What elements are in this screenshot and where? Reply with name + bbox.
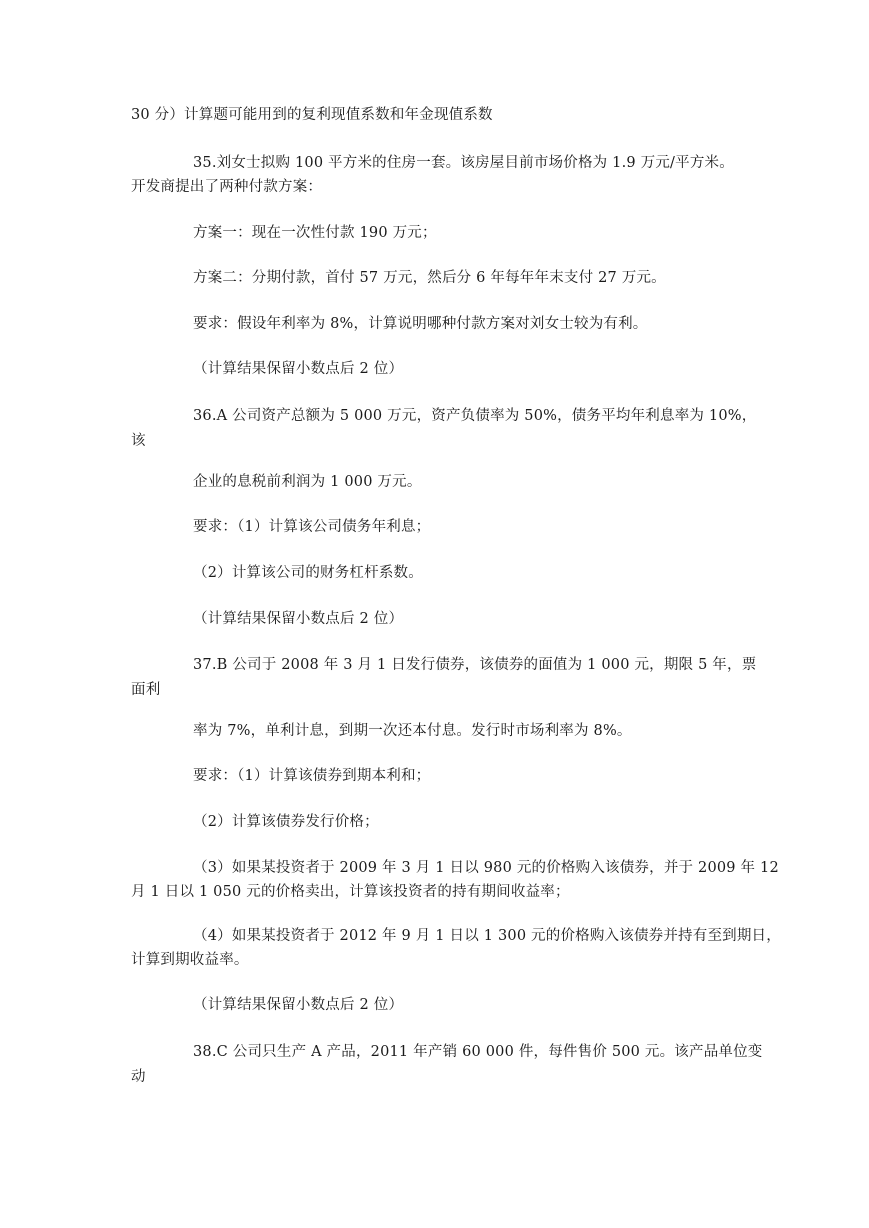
q37-line-2: 率为 7%，单利计息，到期一次还本付息。发行时市场利率为 8%。 [193,723,632,739]
q36-line-1: 36.A 公司资产总额为 5 000 万元，资产负债率为 50%，债务平均年利息率为 10%， [193,408,757,424]
q37-requirement-3-wrap: 月 1 日以 1 050 元的价格卖出，计算该投资者的持有期间收益率； [131,884,570,900]
q36-note: （计算结果保留小数点后 2 位） [193,611,404,627]
q37-note: （计算结果保留小数点后 2 位） [193,997,404,1013]
q37-requirement-2: （2）计算该债券发行价格； [193,814,379,830]
q37-line-1-wrap: 面利 [131,682,161,698]
q37-requirement-4: （4）如果某投资者于 2012 年 9 月 1 日以 1 300 元的价格购入该债券并持有至到期日， [193,928,781,944]
q38-line-1-wrap: 动 [131,1069,146,1085]
q35-line-2: 开发商提出了两种付款方案： [131,179,323,195]
q35-note: （计算结果保留小数点后 2 位） [193,361,404,377]
q37-requirement-4-wrap: 计算到期收益率。 [131,952,249,968]
intro-line: 30 分）计算题可能用到的复利现值系数和年金现值系数 [131,107,493,123]
q36-requirement-1: 要求：（1）计算该公司债务年利息； [193,519,431,535]
q37-requirement-3: （3）如果某投资者于 2009 年 3 月 1 日以 980 元的价格购入该债券，并于 2009 年 12 [193,860,779,876]
q37-requirement-1: 要求：（1）计算该债券到期本利和； [193,768,431,784]
q36-line-1-wrap: 该 [131,433,146,449]
q35-requirement: 要求：假设年利率为 8%，计算说明哪种付款方案对刘女士较为有利。 [193,316,648,332]
q36-line-2: 企业的息税前利润为 1 000 万元。 [193,474,422,490]
q38-line-1: 38.C 公司只生产 A 产品，2011 年产销 60 000 件，每件售价 500 元。该产品单位变 [193,1044,763,1060]
q35-option-2: 方案二：分期付款，首付 57 万元，然后分 6 年每年年末支付 27 万元。 [193,270,666,286]
q35-line-1: 35.刘女士拟购 100 平方米的住房一套。该房屋目前市场价格为 1.9 万元/平方米。 [193,155,734,171]
q36-requirement-2: （2）计算该公司的财务杠杆系数。 [193,565,423,581]
q37-line-1: 37.B 公司于 2008 年 3 月 1 日发行债券，该债券的面值为 1 000 元，期限 5 年，票 [193,657,757,673]
q35-option-1: 方案一：现在一次性付款 190 万元； [193,225,437,241]
